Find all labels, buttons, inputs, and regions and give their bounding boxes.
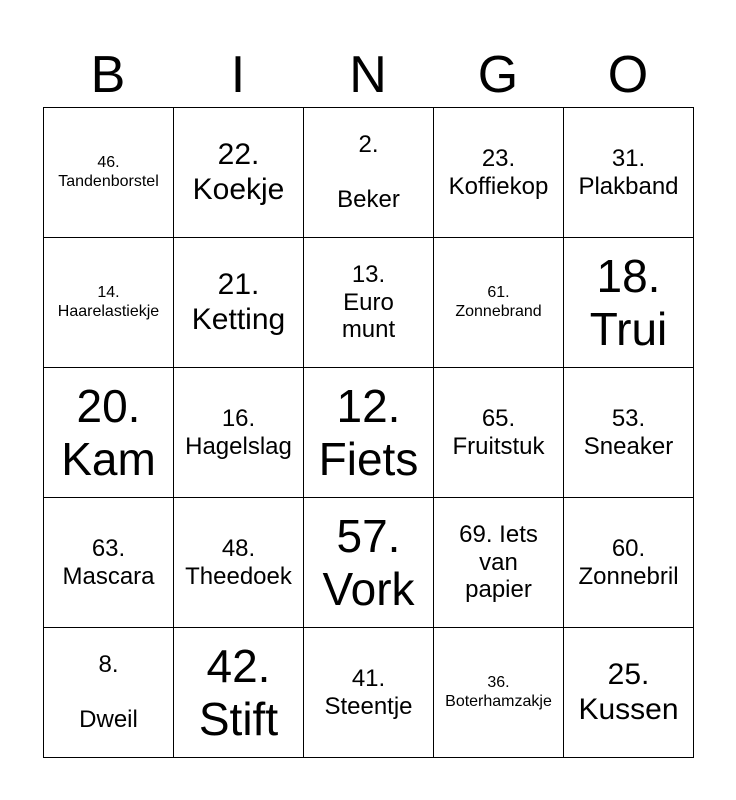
bingo-cell-text: 23. xyxy=(481,144,516,172)
bingo-cell-text: Zonnebrand xyxy=(455,302,542,320)
bingo-cell[interactable] xyxy=(44,368,174,498)
bingo-cell[interactable] xyxy=(434,628,564,758)
bingo-cell-text: 42. xyxy=(206,639,271,692)
bingo-cell-text: 53. xyxy=(611,404,646,432)
bingo-cell-text: Haarelastiekje xyxy=(57,302,160,320)
bingo-cell-text: papier xyxy=(465,576,532,604)
bingo-cell-text: Plakband xyxy=(578,172,679,200)
bingo-cell[interactable] xyxy=(564,238,694,368)
bingo-cell-text: 22. xyxy=(217,138,260,171)
bingo-cell-text: Boterhamzakje xyxy=(445,692,552,710)
bingo-cell-text: 48. xyxy=(221,534,256,562)
bingo-cell[interactable] xyxy=(44,108,174,238)
bingo-cell[interactable] xyxy=(304,498,434,628)
bingo-cell[interactable] xyxy=(174,238,304,368)
bingo-grid xyxy=(43,107,694,758)
header-letter-n: N xyxy=(349,46,387,104)
bingo-row xyxy=(44,108,694,238)
bingo-cell[interactable] xyxy=(174,498,304,628)
bingo-row xyxy=(44,628,694,758)
bingo-cell-text: 60. xyxy=(611,534,646,562)
bingo-cell-text: Koekje xyxy=(192,172,285,206)
bingo-cell-text: 12. xyxy=(336,379,401,432)
bingo-cell-text: Mascara xyxy=(62,562,155,590)
bingo-cell[interactable] xyxy=(304,238,434,368)
bingo-cell[interactable] xyxy=(434,498,564,628)
bingo-cell[interactable] xyxy=(564,368,694,498)
bingo-cell-text: 69. Iets xyxy=(459,521,538,549)
bingo-cell-text xyxy=(306,159,431,187)
bingo-cell[interactable] xyxy=(434,108,564,238)
bingo-cell-text: 65. xyxy=(481,404,516,432)
bingo-cell-text: Koffiekop xyxy=(448,172,549,200)
bingo-cell-text: 63. xyxy=(91,534,126,562)
bingo-cell[interactable] xyxy=(564,108,694,238)
bingo-cell[interactable] xyxy=(304,108,434,238)
bingo-cell-text: Dweil xyxy=(79,706,138,734)
bingo-cell[interactable] xyxy=(434,238,564,368)
bingo-cell-text: Fruitstuk xyxy=(452,432,545,460)
bingo-cell-text: 16. xyxy=(221,404,256,432)
bingo-cell-text: Kussen xyxy=(578,692,679,726)
header-letter-i: I xyxy=(230,46,246,104)
bingo-cell-text: 57. xyxy=(336,509,401,562)
bingo-cell[interactable] xyxy=(304,368,434,498)
bingo-cell-text: 61. xyxy=(487,284,510,302)
bingo-cell-text: Steentje xyxy=(324,692,413,720)
bingo-cell-text: Tandenborstel xyxy=(58,172,159,190)
bingo-cell-text: Euro xyxy=(343,288,394,316)
bingo-cell[interactable] xyxy=(44,628,174,758)
bingo-cell[interactable] xyxy=(434,368,564,498)
bingo-cell[interactable] xyxy=(174,368,304,498)
bingo-cell-text: 8. xyxy=(98,651,119,679)
bingo-cell-text: Theedoek xyxy=(185,562,292,590)
bingo-cell-text: 13. xyxy=(351,261,386,289)
bingo-cell[interactable] xyxy=(174,108,304,238)
bingo-cell-text: van xyxy=(479,548,518,576)
bingo-cell[interactable] xyxy=(44,238,174,368)
header-letter-o: O xyxy=(607,46,649,104)
bingo-cell-text: Sneaker xyxy=(583,432,674,460)
bingo-cell-text: 20. xyxy=(76,379,141,432)
bingo-cell-text: 41. xyxy=(351,664,386,692)
bingo-cell-text: Fiets xyxy=(318,432,419,485)
bingo-cell-text: 25. xyxy=(607,658,650,691)
bingo-cell-text: 2. xyxy=(358,131,379,159)
bingo-cell[interactable] xyxy=(564,498,694,628)
bingo-row xyxy=(44,368,694,498)
bingo-cell-text: 36. xyxy=(487,674,510,692)
bingo-cell-text: 46. xyxy=(97,154,120,172)
bingo-cell-text: Trui xyxy=(589,302,668,355)
header-letter-g: G xyxy=(477,46,519,104)
bingo-cell[interactable] xyxy=(174,628,304,758)
bingo-cell-text: Hagelslag xyxy=(185,432,292,460)
bingo-row xyxy=(44,498,694,628)
bingo-cell-text: Kam xyxy=(61,432,156,485)
bingo-cell-text: 21. xyxy=(217,268,260,301)
bingo-cell-text xyxy=(46,679,171,707)
bingo-cell-text: 18. xyxy=(596,249,661,302)
bingo-cell-text: 31. xyxy=(611,144,646,172)
bingo-cell-text: Ketting xyxy=(191,302,286,336)
bingo-cell-text: Zonnebril xyxy=(578,562,679,590)
header-letter-b: B xyxy=(90,46,126,104)
bingo-row xyxy=(44,238,694,368)
bingo-header xyxy=(43,40,693,110)
bingo-cell-text: Vork xyxy=(322,562,415,615)
bingo-cell-text: Beker xyxy=(337,186,400,214)
bingo-cell-text: 14. xyxy=(97,284,120,302)
bingo-cell-text: Stift xyxy=(198,692,279,745)
bingo-cell[interactable] xyxy=(564,628,694,758)
bingo-cell[interactable] xyxy=(304,628,434,758)
bingo-cell[interactable] xyxy=(44,498,174,628)
bingo-cell-text: munt xyxy=(341,316,396,344)
